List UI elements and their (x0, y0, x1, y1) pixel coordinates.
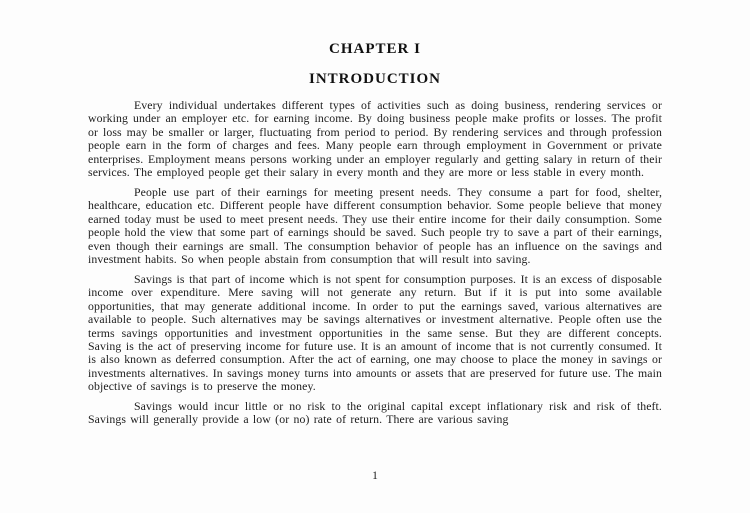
paragraph-savings-risk: Savings would incur little or no risk to the original capital except inflationary risk and risk of theft. Savings will generally provide a low (or no) rate of return. There are various saving (88, 399, 662, 427)
section-heading: INTRODUCTION (308, 71, 441, 87)
paragraph-earning-income: Every individual undertakes different types of activities such as doing business, rendering services or working under an employer etc. for earning income. By doing business people make profits or losses. The profit or loss may be smaller or larger, fluctuating from period to period. By rendering services and through profession people earn in the form of charges and fees. Many people earn through employment in Government or private enterprises. Employment means persons working under an employer regularly and getting salary in return of their services. The employed people get their salary in every month and they are more or less stable in every month. (88, 98, 662, 180)
page-content (88, 41, 662, 433)
paragraph-savings-definition: Savings is that part of income which is not spent for consumption purposes. It is an excess of disposable income over expenditure. Mere saving will not generate any return. But if it is put into some available opportunities, that may generate additional income. In order to put the earnings saved, various alternatives are available to people. Such alternatives may be savings alternatives or investment alternative. People often use the terms savings opportunities and investment opportunities in the same sense. But they are different concepts. Saving is the act of preserving income for future use. It is an amount of income that is not currently consumed. It is also known as deferred consumption. After the act of earning, one may choose to place the money in savings or investments alternatives. In savings money turns into amounts or assets that are preserved for future use. The main objective of savings is to preserve the money. (88, 271, 662, 394)
chapter-heading: CHAPTER I (329, 41, 421, 57)
paragraph-consumption-behavior: People use part of their earnings for meeting present needs. They consume a part for food, shelter, healthcare, education etc. Different people have different consumption behavior. Some people believe that money earned today must be used to meet present needs. They use their entire income for their daily consumption. Some people hold the view that some part of earnings should be saved. Such people try to save a part of their earnings, even though their earnings are small. The consumption behavior of people has an influence on the savings and investment habits. So when people abstain from consumption that will result into saving. (88, 184, 662, 266)
page-number: 1 (372, 470, 378, 482)
